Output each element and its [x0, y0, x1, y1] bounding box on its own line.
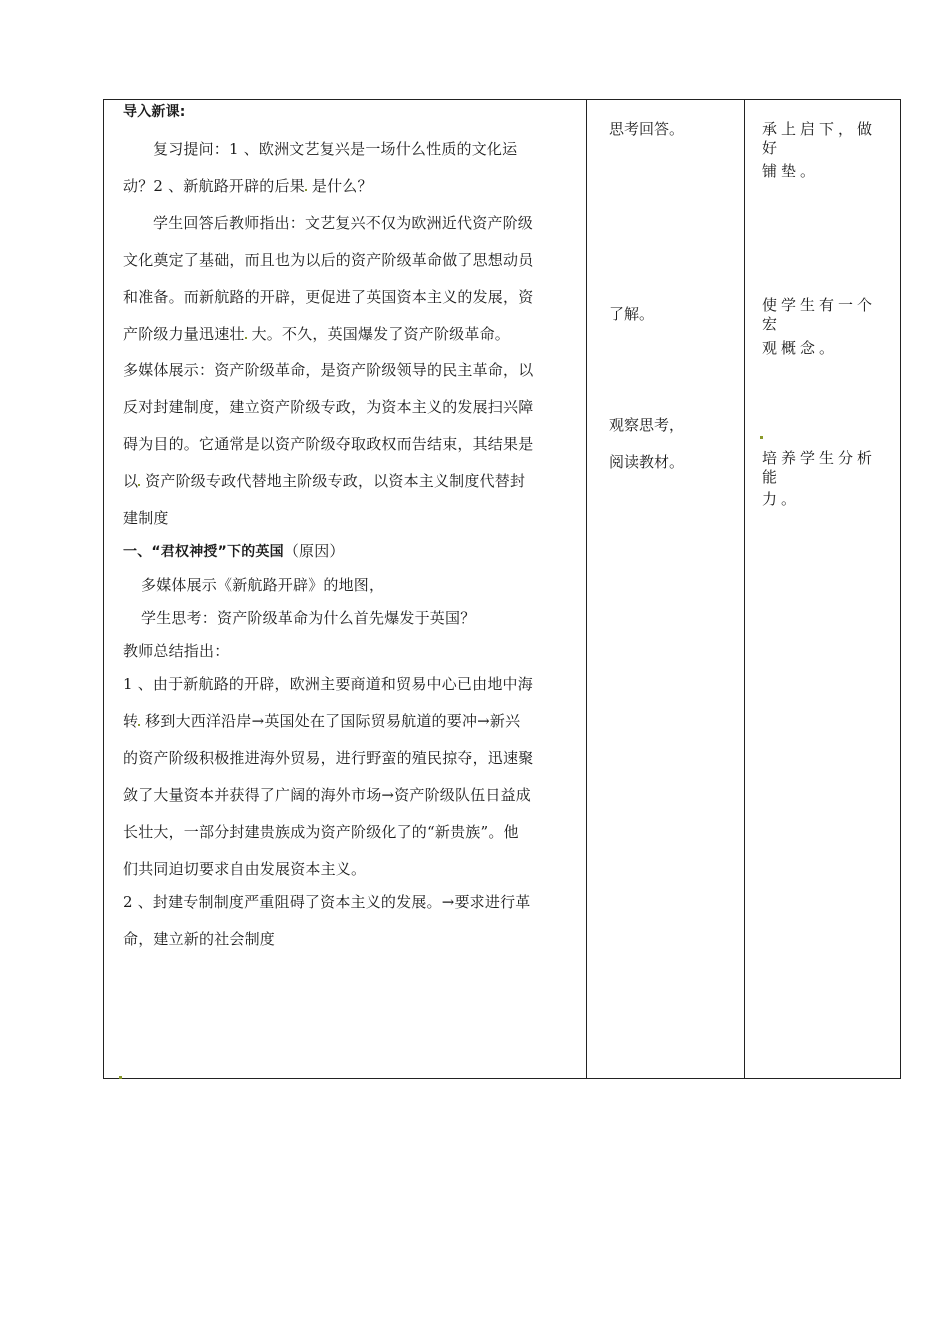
intent-1-line2: 铺垫。	[762, 162, 820, 180]
intent-2-line2: 观概念。	[762, 339, 839, 357]
point-one-line: 长壮大，一部分封建贵族成为资产阶级化了的“新贵族”。他	[123, 823, 519, 841]
lesson-plan-table	[103, 99, 901, 1079]
student-answer-3-line1: 观察思考，	[609, 416, 685, 434]
marker-dot	[305, 189, 307, 191]
media-display-line: 反对封建制度，建立资产阶级专政，为资本主义的发展扫兴障	[123, 398, 534, 416]
teacher-summary-line: 教师总结指出：	[123, 642, 230, 660]
media-display-line: 多媒体展示：资产阶级革命，是资产阶级领导的民主革命，以	[123, 361, 534, 379]
text-span: 转	[123, 712, 139, 730]
student-answer-2: 了解。	[609, 305, 655, 323]
intent-2-line1: 使学生有一个宏	[762, 296, 877, 333]
point-one-line	[123, 712, 578, 731]
review-question-line	[123, 177, 578, 196]
point-one-line: 1 、由于新航路的开辟，欧洲主要商道和贸易中心已由地中海	[123, 675, 533, 693]
marker-dot	[760, 436, 763, 439]
point-two-line: 2 、封建专制制度严重阻碍了资本主义的发展。→要求进行革	[123, 893, 531, 911]
text-span: 以	[123, 472, 139, 490]
student-answer-3-line2: 阅读教材。	[609, 453, 685, 471]
section-title	[123, 542, 578, 562]
map-display-line: 多媒体展示《新航路开辟》的地图，	[141, 576, 385, 594]
intent-1-line1: 承上启下，做好	[762, 120, 877, 157]
point-one-line: 们共同迫切要求自由发展资本主义。	[123, 860, 367, 878]
teacher-explanation-line	[123, 325, 578, 344]
teacher-explanation-line: 文化奠定了基础，而且也为以后的资产阶级革命做了思想动员	[123, 251, 534, 269]
table-row	[104, 100, 901, 1079]
media-display-line	[123, 472, 578, 491]
student-answer-1: 思考回答。	[609, 120, 685, 138]
text-span: 资产阶级专政代替地主阶级专政，以资本主义制度代替封	[145, 472, 526, 490]
section-title-note: （原因）	[283, 542, 345, 560]
marker-dot	[138, 484, 140, 486]
point-two-line: 命，建立新的社会制度	[123, 930, 276, 948]
text-span: 动？2 、新航路开辟的后果	[123, 177, 305, 195]
marker-dot	[119, 1076, 122, 1079]
point-one-line: 的资产阶级积极推进海外贸易，进行野蛮的殖民掠夺，迅速聚	[123, 749, 534, 767]
text-span: 产阶级力量迅速壮	[123, 325, 245, 343]
section-title-text: 一、“君权神授”下的英国	[123, 544, 284, 560]
text-span: 复习提问：1 、欧洲文艺复兴是一场什么性质的文化运	[153, 140, 518, 158]
point-one-line: 敛了大量资本并获得了广阔的海外市场→资产阶级队伍日益成	[123, 786, 531, 804]
text-span: 大。不久，英国爆发了资产阶级革命。	[251, 325, 510, 343]
review-question-line	[123, 140, 578, 159]
student-activity-cell	[587, 100, 745, 1079]
text-span: 是什么？	[311, 177, 373, 195]
teacher-explanation-line: 和准备。而新航路的开辟，更促进了英国资本主义的发展，资	[123, 288, 534, 306]
intent-3-line2: 力。	[762, 490, 801, 508]
media-display-line: 建制度	[123, 509, 169, 527]
marker-dot	[245, 337, 247, 339]
intent-3-line1: 培养学生分析能	[762, 449, 877, 486]
intro-heading: 导入新课:	[123, 104, 186, 120]
design-intent-cell	[745, 100, 901, 1079]
text-span: 移到大西洋沿岸→英国处在了国际贸易航道的要冲→新兴	[145, 712, 521, 730]
teacher-explanation-line: 学生回答后教师指出：文艺复兴不仅为欧洲近代资产阶级	[153, 214, 534, 232]
marker-dot	[138, 724, 140, 726]
student-think-line: 学生思考：资产阶级革命为什么首先爆发于英国？	[141, 609, 476, 627]
media-display-line: 碍为目的。它通常是以资产阶级夺取政权而告结束，其结果是	[123, 435, 534, 453]
teaching-content-cell	[104, 100, 587, 1079]
